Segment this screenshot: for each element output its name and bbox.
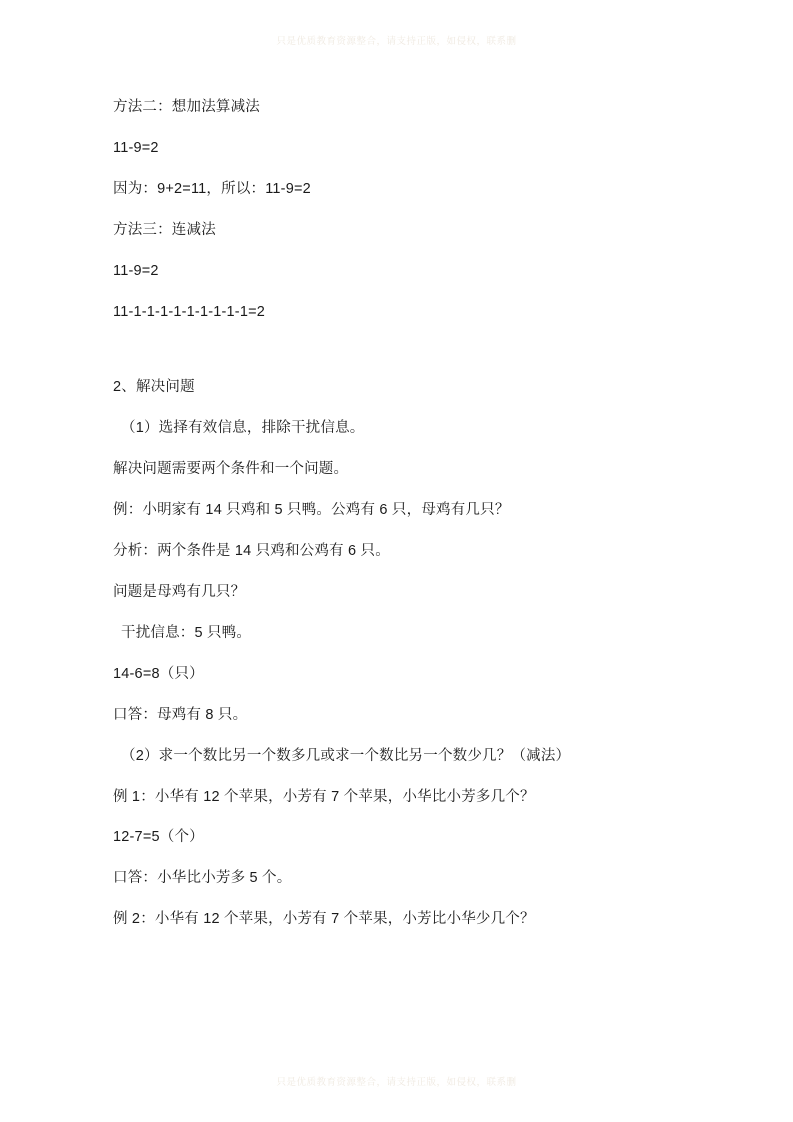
- paragraph-item-1-example: 例：小明家有 14 只鸡和 5 只鸭。公鸡有 6 只，母鸡有几只？: [113, 501, 510, 518]
- paragraph-item-1-calculation: 14-6=8（只）: [113, 665, 204, 682]
- paragraph-item-1-rule: 解决问题需要两个条件和一个问题。: [113, 460, 349, 477]
- paragraph-item-1-question: 问题是母鸡有几只？: [113, 583, 246, 600]
- paragraph-method-two-title: 方法二：想加法算减法: [113, 99, 260, 115]
- paragraph-item-2-example-1: 例 1：小华有 12 个苹果，小芳有 7 个苹果，小华比小芳多几个？: [113, 788, 535, 805]
- paragraph-item-2-calculation-1: 12-7=5（个）: [113, 829, 204, 846]
- paragraph-item-2-title: （2）求一个数比另一个数多几或求一个数比另一个数少几？（减法）: [121, 747, 571, 764]
- paragraph-section-two-title: 2、解决问题: [113, 378, 195, 395]
- paragraph-item-1-title: （1）选择有效信息，排除干扰信息。: [121, 419, 365, 436]
- paragraph-item-2-answer-1: 口答：小华比小芳多 5 个。: [113, 870, 292, 887]
- watermark-bottom: 只是优质教育资源整合，请支持正版，如侵权，联系删: [276, 1077, 517, 1088]
- paragraph-method-three-steps: 11-1-1-1-1-1-1-1-1-1=2: [113, 303, 266, 320]
- paragraph-method-two-expression: 11-9=2: [113, 139, 159, 156]
- paragraph-item-2-example-2: 例 2：小华有 12 个苹果，小芳有 7 个苹果，小芳比小华少几个？: [113, 911, 535, 928]
- paragraph-item-1-analysis: 分析：两个条件是 14 只鸡和公鸡有 6 只。: [113, 542, 390, 559]
- paragraph-method-two-reason: 因为：9+2=11，所以：11-9=2: [113, 180, 311, 197]
- watermark-top: 只是优质教育资源整合，请支持正版，如侵权，联系删: [276, 36, 517, 47]
- paragraph-method-three-expression: 11-9=2: [113, 262, 159, 279]
- section-spacer: [113, 342, 683, 376]
- document-body: [113, 96, 683, 949]
- paragraph-item-1-answer: 口答：母鸡有 8 只。: [113, 706, 248, 723]
- paragraph-item-1-distractor: 干扰信息：5 只鸭。: [121, 624, 252, 641]
- paragraph-method-three-title: 方法三：连减法: [113, 221, 216, 238]
